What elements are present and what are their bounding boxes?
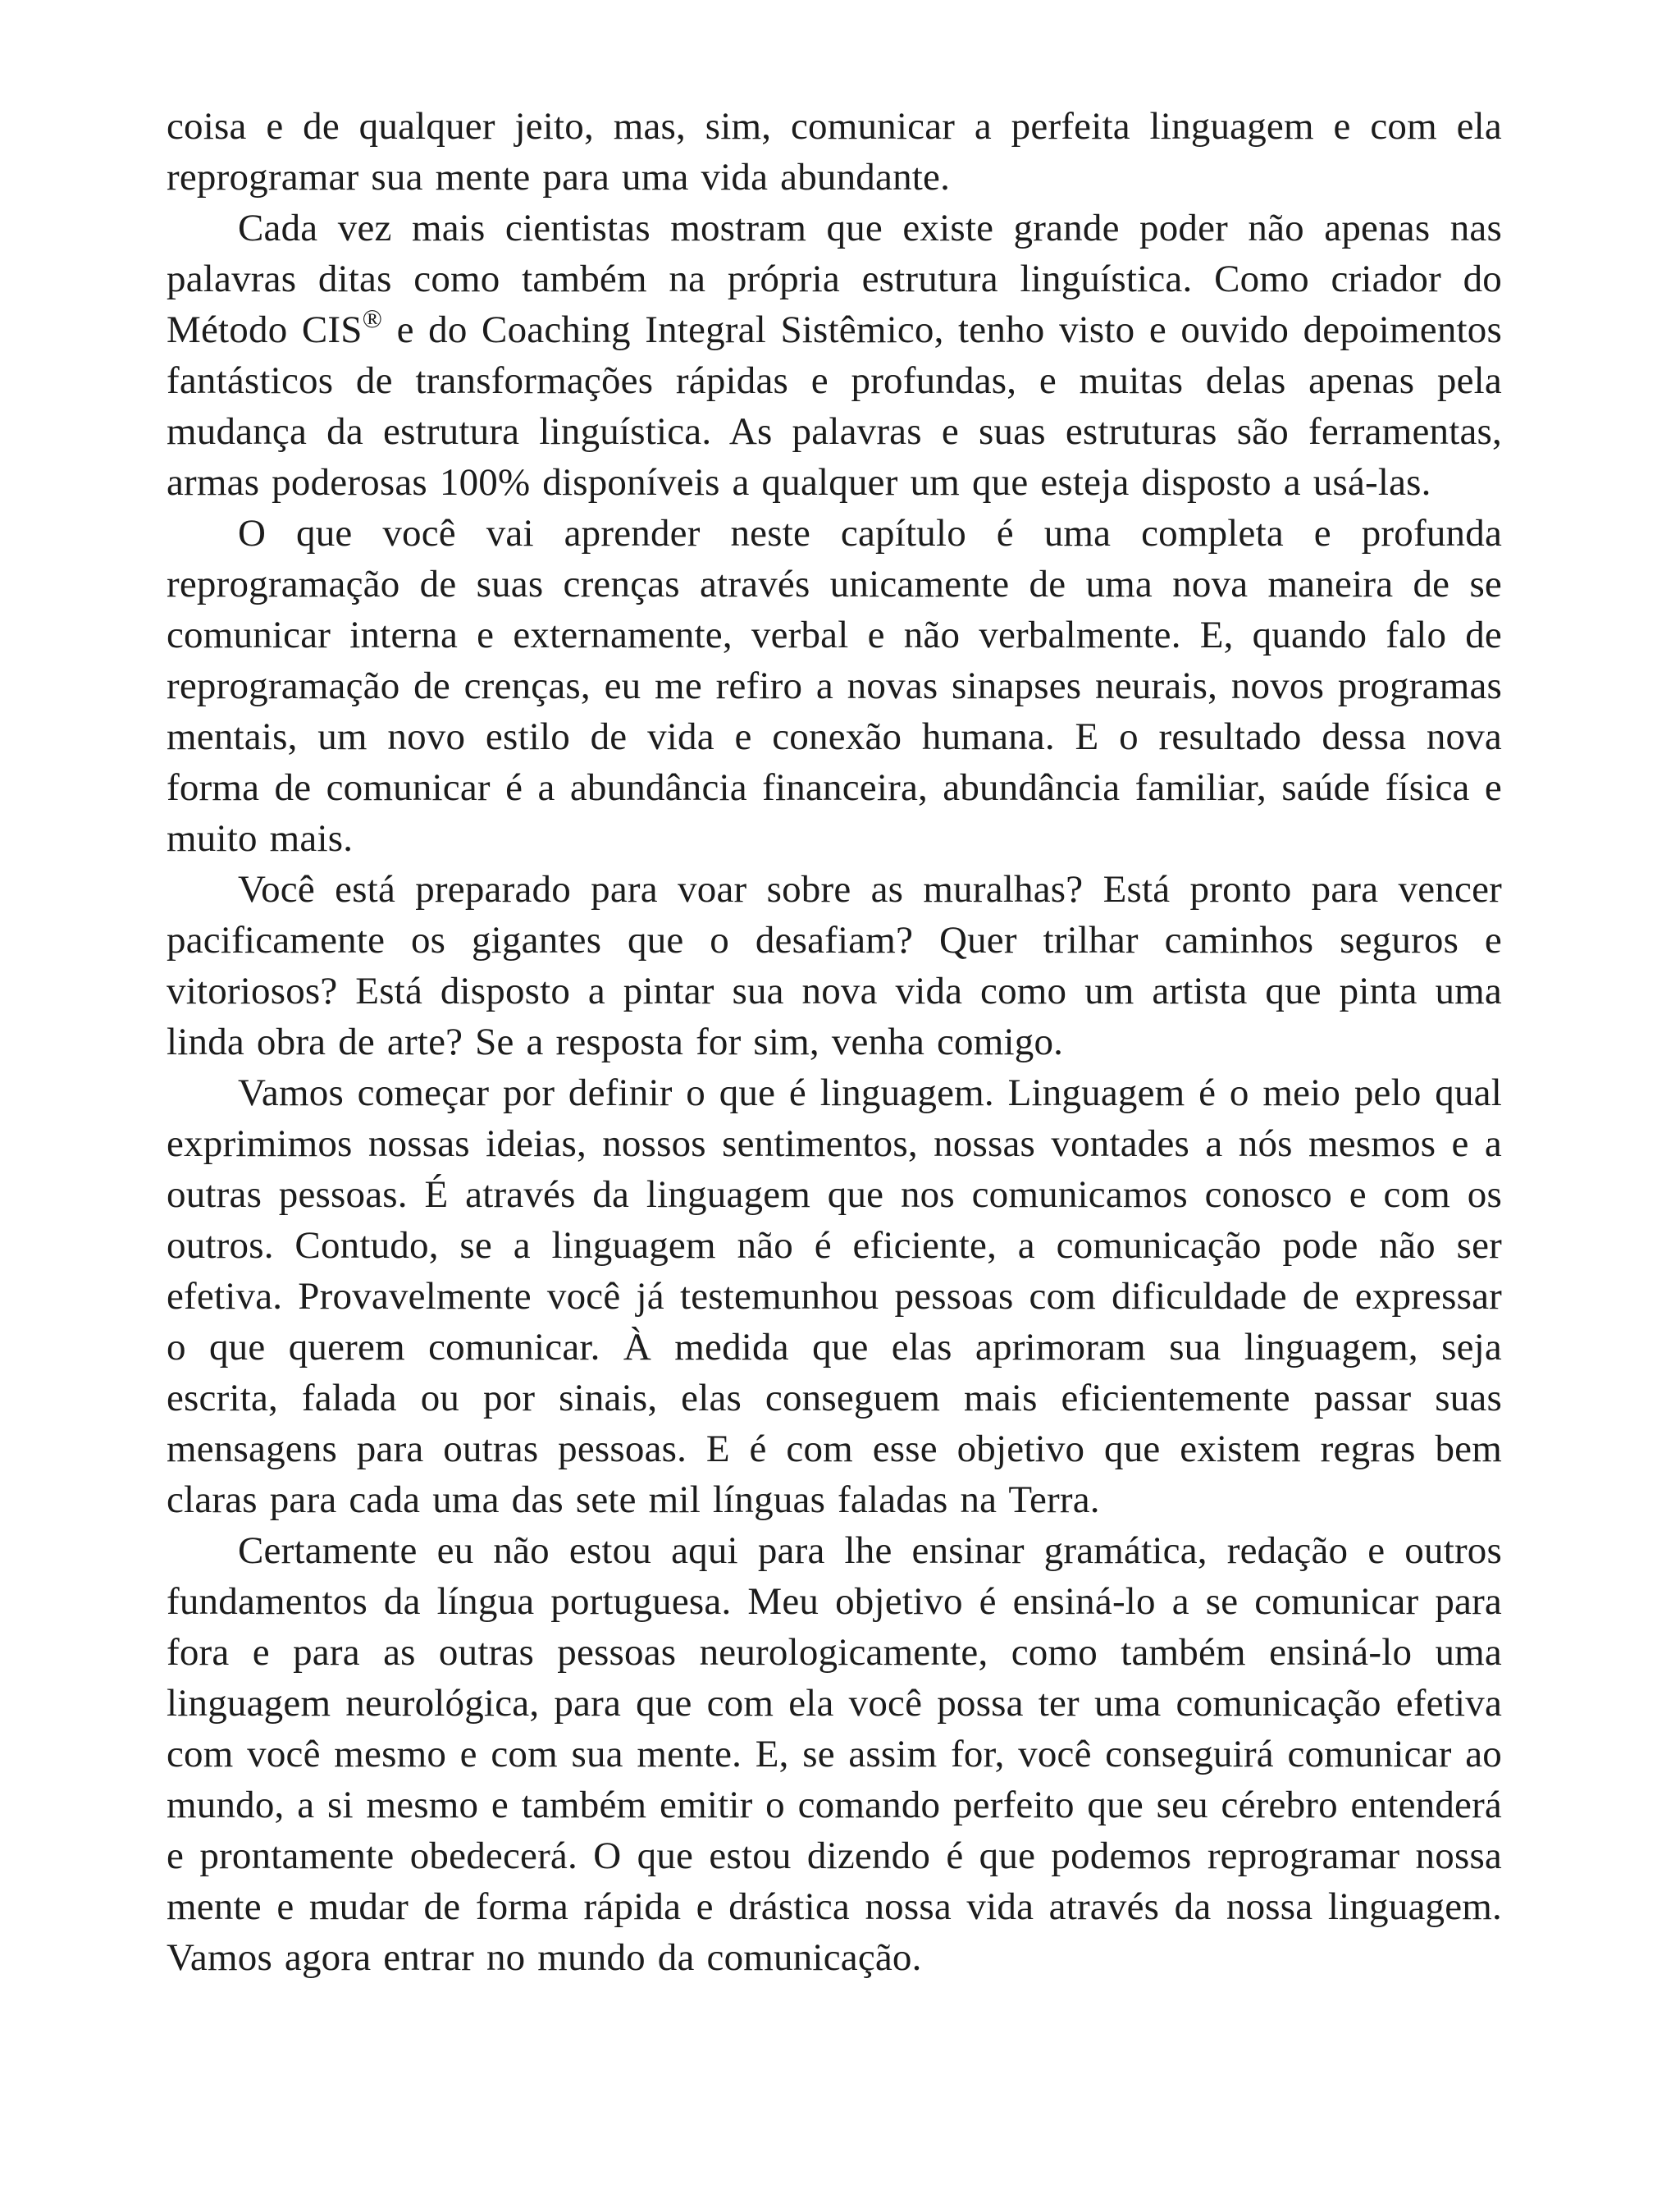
paragraph-linguagem: Vamos começar por definir o que é linguagem. Linguagem é o meio pelo qual exprimimos nossas ideias, nossos sentimentos, nossas vontades a nós mesmos e a outras pessoas. É através da linguagem que nos comunicamos conosco e com os outros. Contudo, se a linguagem não é eficiente, a comunicação pode não ser efetiva. Provavelmente você já testemunhou pessoas com dificuldade de expressar o que querem comunicar. À medida que elas aprimoram sua linguagem, seja escrita, falada ou por sinais, elas conseguem mais eficientemente passar suas mensagens para outras pessoas. E é com esse objetivo que existem regras bem claras para cada uma das sete mil línguas faladas na Terra. xyxy=(167,1072,1502,1521)
paragraph-text-after-mark: e do Coaching Integral Sistêmico, tenho visto e ouvido depoimentos fantásticos de transformações rápidas e profundas, e muitas delas apenas pela mudança da estrutura linguística. As palavras e suas estruturas são ferramentas, armas poderosas 100% disponíveis a qualquer um que esteja disposto a usá-las. xyxy=(167,308,1502,504)
paragraph-objetivo: Certamente eu não estou aqui para lhe ensinar gramática, redação e outros fundamentos da língua portuguesa. Meu objetivo é ensiná-lo a se comunicar para fora e para as outras pessoas neurologicamente, como também ensiná-lo uma linguagem neurológica, para que com ela você possa ter uma comunicação efetiva com você mesmo e com sua mente. E, se assim for, você conseguirá comunicar ao mundo, a si mesmo e também emitir o comando perfeito que seu cérebro entenderá e prontamente obedecerá. O que estou dizendo é que podemos reprogramar nossa mente e mudar de forma rápida e drástica nossa vida através da nossa linguagem. Vamos agora entrar no mundo da comunicação. xyxy=(167,1529,1502,1979)
paragraph-perguntas: Você está preparado para voar sobre as muralhas? Está pronto para vencer pacificamente os gigantes que o desafiam? Quer trilhar caminhos seguros e vitoriosos? Está disposto a pintar sua nova vida como um artista que pinta uma linda obra de arte? Se a resposta for sim, venha comigo. xyxy=(167,868,1502,1063)
page-body xyxy=(167,101,1502,1983)
paragraph-continuation: coisa e de qualquer jeito, mas, sim, comunicar a perfeita linguagem e com ela reprogramar sua mente para uma vida abundante. xyxy=(167,105,1502,199)
paragraph-reprogramacao: O que você vai aprender neste capítulo é uma completa e profunda reprogramação de suas crenças através unicamente de uma nova maneira de se comunicar interna e externamente, verbal e não verbalmente. E, quando falo de reprogramação de crenças, eu me refiro a novas sinapses neurais, novos programas mentais, um novo estilo de vida e conexão humana. E o resultado dessa nova forma de comunicar é a abundância financeira, abundância familiar, saúde física e muito mais. xyxy=(167,512,1502,860)
paragraph-metodo-cis xyxy=(167,203,1502,508)
paragraph-text-before-mark: Cada vez mais cientistas mostram que existe grande poder não apenas nas palavras ditas como também na própria estrutura linguística. Como criador do Método CIS xyxy=(167,207,1502,351)
registered-trademark-mark: ® xyxy=(362,304,383,333)
